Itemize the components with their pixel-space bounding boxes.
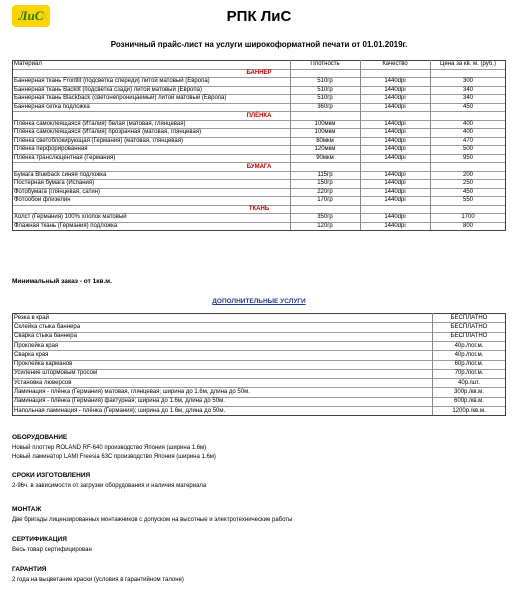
company-logo: ЛиС [12, 5, 50, 27]
table-cell: 510гр [317, 78, 333, 85]
table-cell: 220гр [317, 188, 333, 195]
table-cell: 470 [462, 137, 473, 144]
service-name: Проклейка карманов [14, 361, 73, 368]
table-cell: Фотобумага (глянцевая, сатин) [14, 188, 101, 195]
table-cell: 1440dpi [384, 180, 406, 187]
section-heading: ПЛЁНКА [246, 112, 272, 119]
table-cell: 350гр [317, 214, 333, 221]
table-cell: 170гр [317, 197, 333, 204]
table-cell: Фотообои флизелин [14, 197, 71, 204]
column-header: Цена за кв. м. (руб.) [440, 61, 496, 68]
info-text: Новый плоттер ROLAND RF-640 производство Япония (ширина 1.6м) [12, 445, 207, 451]
table-cell: 120мкм [314, 146, 336, 153]
table-cell: 400 [462, 129, 473, 136]
table-cell: 1440dpi [384, 120, 406, 127]
min-order-note: Минимальный заказ - от 1кв.м. [12, 278, 112, 285]
table-cell: Плёнка самоклеящаяся (Италия) белая (матовая, глянцевая) [14, 120, 186, 127]
service-name: Усиление штормовым тросом [14, 370, 98, 377]
service-name: Сварка края [14, 351, 49, 358]
table-cell: 450 [462, 188, 473, 195]
table-cell: Баннерная сетка подложка [14, 103, 90, 110]
table-cell: Баннерная ткань Backlit (подсветка сзади) литой матовый (Европа) [14, 86, 202, 93]
info-heading: СЕРТИФИКАЦИЯ [12, 536, 67, 543]
table-cell: 1440dpi [384, 214, 406, 221]
info-heading: МОНТАЖ [12, 506, 42, 513]
table-cell: 510гр [317, 86, 333, 93]
service-name: Сварка стыка баннера [14, 333, 77, 340]
table-cell: 550 [462, 197, 473, 204]
info-text: 2 года на выцветание краски (условия в гарантийном талоне) [12, 577, 184, 583]
table-cell: 400 [462, 120, 473, 127]
page-subtitle: Розничный прайс-лист на услуги широкоформатной печати от 01.01.2019г. [110, 40, 408, 49]
table-cell: 1440dpi [384, 188, 406, 195]
service-price: 600р./кв.м. [454, 398, 484, 405]
info-text: Новый ламинатор LAMI Freesia 63C производство Япония (ширина 1.6м) [12, 454, 216, 460]
table-cell: 250 [462, 180, 473, 187]
service-price: 60р./пог.м. [454, 361, 484, 368]
table-cell: 510гр [317, 95, 333, 102]
table-cell: 1440dpi [384, 171, 406, 178]
table-cell: 340 [462, 95, 473, 102]
table-cell: 1700 [461, 214, 475, 221]
table-cell: 1440dpi [384, 146, 406, 153]
table-cell: 1440dpi [384, 154, 406, 161]
info-heading: ГАРАНТИЯ [12, 566, 47, 573]
table-cell: 115гр [317, 171, 333, 178]
info-heading: СРОКИ ИЗГОТОВЛЕНИЯ [12, 472, 91, 479]
info-text: Две бригады лицензированных монтажников с допуском на высотные и электротехнические работы [12, 517, 293, 523]
table-cell: Флажная ткань (Германия) подложка [14, 222, 118, 229]
table-cell: 120гр [317, 222, 333, 229]
price-table-border [12, 60, 506, 231]
column-header: Материал [14, 61, 42, 68]
table-cell: 300 [462, 78, 473, 85]
table-cell: Холст (Германия) 100% хлопок матовый [14, 214, 127, 221]
table-cell: Плёнка транслюцентная (Германия) [14, 154, 116, 161]
table-cell: Баннерная ткань Blackback (светонепроницаемый) литой матовый (Европа) [14, 95, 227, 102]
table-cell: 500 [462, 146, 473, 153]
service-price: 40р./шт. [458, 379, 480, 386]
table-cell: 1440dpi [384, 95, 406, 102]
column-header: Плотность [310, 61, 340, 68]
table-cell: 1440dpi [384, 78, 406, 85]
page-title: РПК ЛиС [226, 8, 292, 25]
services-title: ДОПОЛНИТЕЛЬНЫЕ УСЛУГИ [212, 298, 306, 305]
section-heading: БАННЕР [246, 70, 272, 76]
table-cell: 360гр [317, 103, 333, 110]
section-heading: БУМАГА [246, 163, 272, 170]
table-cell: 1440dpi [384, 129, 406, 136]
info-text: Весь товар сертифицирован [12, 547, 92, 553]
service-name: Напольная ламинация - плёнка (Германия); ширина до 1.6м, длина до 50м. [14, 407, 226, 414]
service-price: 70р./пог.м. [454, 370, 484, 377]
table-cell: Бумага Blueback синяя подложка [14, 171, 107, 178]
service-name: Склейка стыка баннера [14, 323, 81, 330]
table-cell: 100мкм [314, 120, 336, 127]
column-header: Качество [382, 61, 408, 68]
service-name: Ламинация - плёнка (Германия) матовая, глянцевая; ширина до 1.6м, длина до 50м. [14, 389, 250, 396]
service-price: БЕСПЛАТНО [450, 314, 488, 321]
table-cell: 80мкм [316, 137, 334, 144]
table-cell: 1440dpi [384, 197, 406, 204]
table-cell: 200 [462, 171, 473, 178]
table-cell: Плёнка светоблокирующая (Германия) (матовая, глянцевая) [14, 137, 183, 144]
table-cell: Баннерная ткань Frontlit (подсветка спереди) литой матовый (Европа) [14, 78, 210, 85]
service-price: 300р./кв.м. [454, 389, 484, 396]
table-cell: 100мкм [314, 129, 336, 136]
table-cell: 450 [462, 103, 473, 110]
section-heading: ТКАНЬ [248, 206, 270, 212]
table-cell: 340 [462, 86, 473, 93]
service-price: 1200р./кв.м. [452, 407, 486, 414]
service-name: Установка люверсов [14, 379, 72, 386]
service-price: 40р./пог.м. [454, 342, 484, 349]
info-heading: ОБОРУДОВАНИЕ [12, 434, 68, 441]
info-text: 2-96ч. в зависимости от загрузки оборудования и наличия материала [12, 483, 207, 489]
table-cell: 950 [462, 154, 473, 161]
service-price: БЕСПЛАТНО [450, 333, 488, 340]
service-name: Проклейка края [14, 342, 59, 349]
table-cell: Плёнка самоклеящаяся (Италия) прозрачная (матовая, глянцевая) [14, 129, 202, 136]
table-cell: Постерная бумага (Испания) [14, 180, 95, 187]
table-cell: 1440dpi [384, 222, 406, 229]
table-cell: 90мкм [316, 154, 334, 161]
service-price: БЕСПЛАТНО [450, 323, 488, 330]
table-cell: Плёнка перфорированная [14, 146, 88, 153]
table-cell: 150гр [317, 180, 333, 187]
service-name: Резка в край [14, 314, 49, 321]
service-name: Ламинация - плёнка (Германия) фактурная; ширина до 1.6м, длина до 50м. [14, 398, 225, 405]
table-cell: 800 [462, 222, 473, 229]
table-cell: 1440dpi [384, 103, 406, 110]
table-cell: 1440dpi [384, 86, 406, 93]
table-cell: 1440dpi [384, 137, 406, 144]
service-price: 40р./пог.м. [454, 351, 484, 358]
